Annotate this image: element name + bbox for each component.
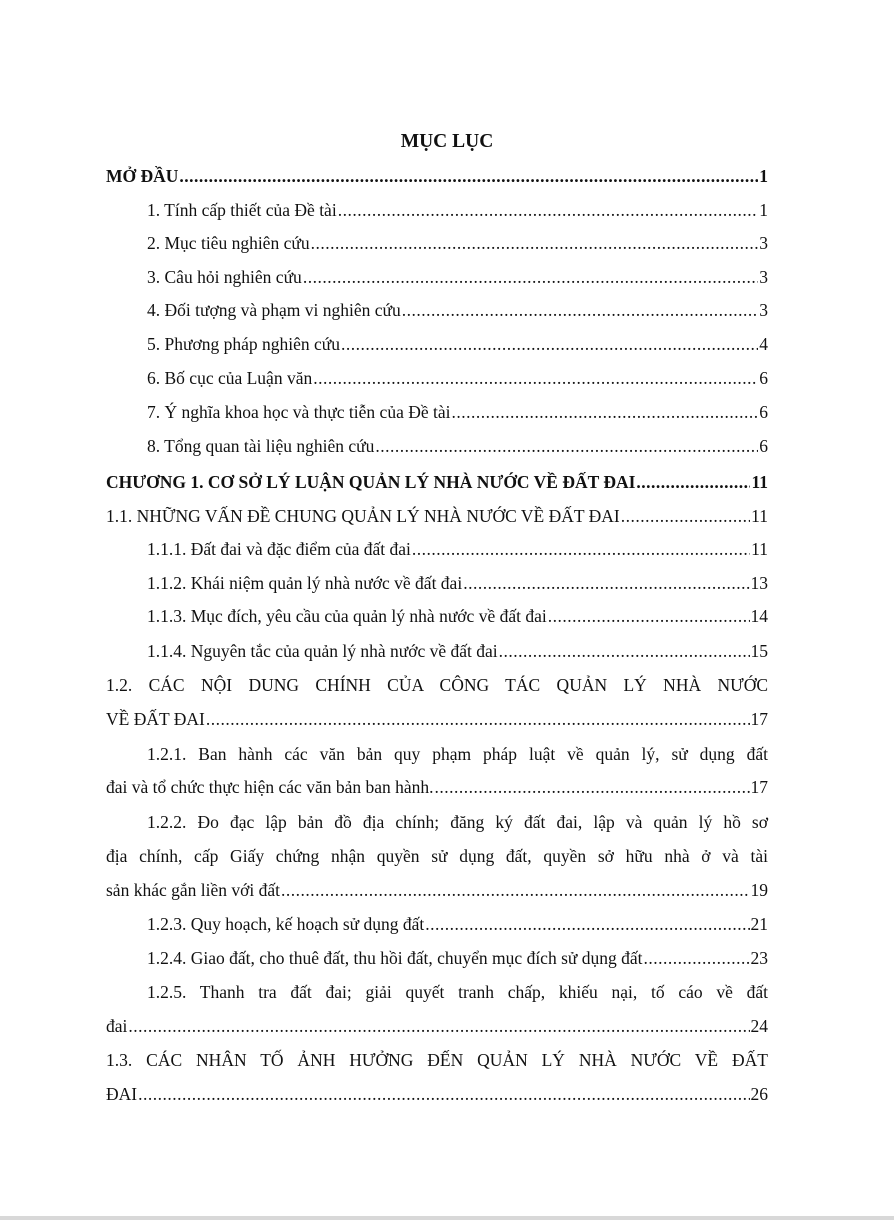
toc-entry-title[interactable]: địa chính, cấp Giấy chứng nhận quyền sử dụng đất, quyền sở hữu nhà ở và tài [106, 846, 768, 866]
toc-page-number: 23 [750, 948, 768, 968]
toc-entry-title[interactable]: 1.2.2. Đo đạc lập bản đồ địa chính; đăng ký đất đai, lập và quản lý hồ sơ [147, 812, 768, 832]
toc-page-number: 6 [759, 368, 768, 388]
toc-entry-title: 1.1.4. Nguyên tắc của quản lý nhà nước về đất đai [147, 641, 498, 661]
dot-leader [341, 333, 758, 355]
dot-leader [138, 1083, 749, 1105]
toc-entry-title: 8. Tổng quan tài liệu nghiên cứu [147, 436, 375, 456]
dot-leader [179, 165, 758, 187]
dot-leader [451, 401, 758, 423]
toc-entry[interactable] [147, 572, 768, 594]
toc-entry[interactable] [147, 367, 768, 389]
dot-leader [412, 538, 750, 560]
toc-page-number: 17 [750, 777, 768, 797]
toc-entry-title: 1.2.3. Quy hoạch, kế hoạch sử dụng đất [147, 914, 425, 934]
toc-page-number: 17 [750, 709, 768, 729]
dot-leader [636, 471, 750, 493]
toc-entry[interactable] [147, 232, 768, 254]
toc-page-number: 6 [759, 436, 768, 456]
dot-leader [402, 299, 759, 321]
toc-page-number: 11 [751, 539, 768, 559]
page-bottom-edge [0, 1216, 894, 1220]
toc-entry[interactable] [147, 640, 768, 662]
toc-page-number: 19 [750, 880, 768, 900]
dot-leader [303, 266, 758, 288]
toc-page-number: 3 [759, 267, 768, 287]
toc-entry-title: 7. Ý nghĩa khoa học và thực tiễn của Đề tài [147, 402, 451, 422]
toc-entry-title: 1. Tính cấp thiết của Đề tài [147, 200, 337, 220]
dot-leader [435, 776, 750, 798]
toc-entry[interactable] [147, 199, 768, 221]
toc-entry[interactable] [147, 538, 768, 560]
dot-leader [311, 232, 759, 254]
dot-leader [313, 367, 758, 389]
toc-entry[interactable] [147, 401, 768, 423]
toc-entry-title: 1.1. NHỮNG VẤN ĐỀ CHUNG QUẢN LÝ NHÀ NƯỚC VỀ ĐẤT ĐAI [106, 506, 620, 526]
dot-leader [548, 605, 750, 627]
toc-entry-title: 2. Mục tiêu nghiên cứu [147, 233, 310, 253]
toc-entry[interactable] [147, 266, 768, 288]
toc-entry[interactable] [147, 435, 768, 457]
toc-entry-title: sản khác gắn liền với đất [106, 880, 280, 900]
toc-entry-title: đai [106, 1016, 128, 1036]
dot-leader [621, 505, 750, 527]
toc-entry-title: 1.1.3. Mục đích, yêu cầu của quản lý nhà nước về đất đai [147, 606, 547, 626]
toc-entry[interactable] [106, 708, 768, 730]
page-title: MỤC LỤC [400, 131, 494, 152]
toc-entry-title: ĐAI [106, 1084, 138, 1104]
dot-leader [281, 879, 750, 901]
toc-entry-title: đai và tổ chức thực hiện các văn bản ban hành. [106, 777, 434, 797]
toc-page-number: 4 [759, 334, 768, 354]
toc-entry-title: 1.1.2. Khái niệm quản lý nhà nước về đất đai [147, 573, 463, 593]
toc-entry-title: 3. Câu hỏi nghiên cứu [147, 267, 302, 287]
toc-entry[interactable] [147, 913, 768, 935]
toc-entry[interactable] [106, 165, 768, 187]
dot-leader [499, 640, 750, 662]
toc-entry[interactable] [106, 505, 768, 527]
toc-entry-title: 6. Bố cục của Luận văn [147, 368, 313, 388]
toc-entry[interactable] [106, 1015, 768, 1037]
toc-entry-title: VỀ ĐẤT ĐAI [106, 709, 205, 729]
toc-entry-title[interactable]: 1.2. CÁC NỘI DUNG CHÍNH CỦA CÔNG TÁC QUẢN LÝ NHÀ NƯỚC [106, 675, 768, 695]
toc-page-number: 26 [750, 1084, 768, 1104]
dot-leader [425, 913, 749, 935]
toc-entry-title[interactable]: 1.2.1. Ban hành các văn bản quy phạm pháp luật về quản lý, sử dụng đất [147, 744, 768, 764]
toc-entry-title[interactable]: 1.3. CÁC NHÂN TỐ ẢNH HƯỞNG ĐẾN QUẢN LÝ NHÀ NƯỚC VỀ ĐẤT [106, 1050, 768, 1070]
dot-leader [375, 435, 758, 457]
toc-page-number: 11 [751, 506, 768, 526]
dot-leader [128, 1015, 749, 1037]
dot-leader [463, 572, 749, 594]
toc-entry-title[interactable]: 1.2.5. Thanh tra đất đai; giải quyết tranh chấp, khiếu nại, tố cáo về đất [147, 982, 768, 1002]
dot-leader [206, 708, 750, 730]
toc-page-number: 1 [759, 200, 768, 220]
toc-entry-title: 4. Đối tượng và phạm vi nghiên cứu [147, 300, 401, 320]
dot-leader [644, 947, 750, 969]
toc-page-number: 15 [750, 641, 768, 661]
toc-entry-title: CHƯƠNG 1. CƠ SỞ LÝ LUẬN QUẢN LÝ NHÀ NƯỚC VỀ ĐẤT ĐAI [106, 472, 636, 492]
toc-entry[interactable] [147, 299, 768, 321]
toc-page-number: 24 [750, 1016, 768, 1036]
toc-entry-title: 5. Phương pháp nghiên cứu [147, 334, 340, 354]
toc-entry[interactable] [147, 333, 768, 355]
toc-page-number: 14 [750, 606, 768, 626]
toc-page-number: 1 [759, 166, 768, 186]
toc-entry[interactable] [106, 471, 768, 493]
toc-entry-title: 1.1.1. Đất đai và đặc điểm của đất đai [147, 539, 411, 559]
toc-page-number: 13 [750, 573, 768, 593]
toc-entry[interactable] [106, 776, 768, 798]
toc-page-number: 3 [759, 300, 768, 320]
dot-leader [338, 199, 759, 221]
toc-page-number: 21 [750, 914, 768, 934]
toc-entry[interactable] [147, 605, 768, 627]
toc-page-number: 11 [751, 472, 768, 492]
toc-entry-title: MỞ ĐẦU [106, 166, 179, 186]
toc-page-number: 6 [759, 402, 768, 422]
toc-entry-title: 1.2.4. Giao đất, cho thuê đất, thu hồi đất, chuyển mục đích sử dụng đất [147, 948, 643, 968]
toc-entry[interactable] [106, 879, 768, 901]
toc-entry[interactable] [147, 947, 768, 969]
toc-page-number: 3 [759, 233, 768, 253]
toc-entry[interactable] [106, 1083, 768, 1105]
